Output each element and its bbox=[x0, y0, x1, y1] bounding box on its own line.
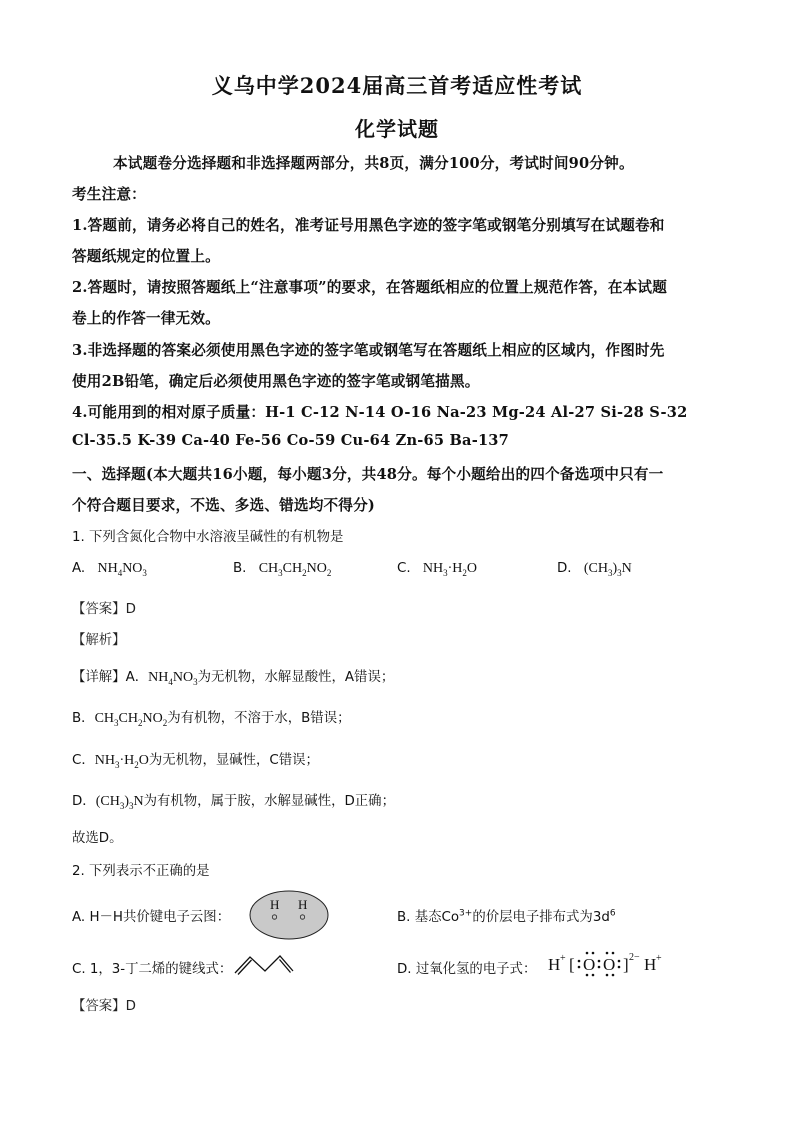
svg-text:+: + bbox=[560, 953, 566, 964]
q1-detail-c bbox=[72, 749, 722, 770]
q1-detail-a-formula: $NH_4NO_3$ bbox=[148, 670, 198, 687]
q1-option-d-label: D. bbox=[557, 561, 572, 576]
notice-item-4b: Cl-35.5 K-39 Ca-40 Fe-56 Co-59 Cu-64 Zn-65 Ba-137 bbox=[72, 432, 510, 449]
q1-detail-b-formula: $CH_3CH_2NO_2$ bbox=[94, 711, 168, 728]
q2-option-b bbox=[397, 906, 616, 925]
q2-option-b-post: 的价层电子排布式为3d bbox=[472, 910, 610, 925]
svg-text:O: O bbox=[603, 955, 616, 974]
q1-option-c-label: C. bbox=[397, 561, 411, 576]
q1-analysis-tag: 【解析】 bbox=[72, 633, 126, 648]
svg-text:]: ] bbox=[623, 955, 629, 974]
electron-cloud-diagram bbox=[249, 890, 329, 940]
q1-detail-a-prefix: A． bbox=[125, 670, 149, 685]
notice-item-1a: 1.答题前，请务必将自己的姓名，准考证号用黑色字迹的签字笔或钢笔分别填写在试题卷和 bbox=[72, 217, 665, 234]
q1-option-d-formula: $(CH_3)_3N$ bbox=[583, 561, 632, 578]
q1-detail-c-text: 为无机物，显碱性，C错误； bbox=[148, 753, 319, 768]
q1-detail-c-formula: $NH_3\cdot H_2O$ bbox=[94, 753, 149, 770]
cloud-atom-h1: H bbox=[270, 897, 280, 912]
q1-answer bbox=[72, 598, 722, 617]
section-heading-1: 一、选择题(本大题共16小题，每小题3分，共48分。每个小题给出的四个备选项中只有一 bbox=[72, 466, 664, 483]
notice-item-2a: 2.答题时，请按照答题纸上“注意事项”的要求，在答题纸相应的位置上规范作答，在本试题 bbox=[72, 279, 667, 296]
q2-stem: 2. 下列表示不正确的是 bbox=[72, 864, 210, 879]
q1-detail-b-text: 为有机物，不溶于水，B错误； bbox=[167, 711, 351, 726]
notice-item-1b: 答题纸规定的位置上。 bbox=[72, 248, 220, 265]
notice-item-3a: 3.非选择题的答案必须使用黑色字迹的签字笔或钢笔写在答题纸上相应的区域内，作图时先 bbox=[72, 342, 665, 359]
hydrogen-peroxide-electron-formula bbox=[548, 950, 682, 978]
exam-subject: 化学试题 bbox=[355, 117, 439, 141]
q1-detail-a bbox=[72, 666, 722, 687]
svg-text:O: O bbox=[583, 955, 596, 974]
q1-detail-b-prefix: B． bbox=[72, 711, 95, 726]
q2-option-b-pre: B. 基态 bbox=[397, 910, 442, 925]
q1-detail-c-prefix: C． bbox=[72, 753, 95, 768]
svg-text:2−: 2− bbox=[629, 952, 640, 963]
q1-option-b bbox=[233, 561, 331, 578]
butadiene-skeletal-formula bbox=[233, 953, 295, 975]
intro-text: 本试题卷分选择题和非选择题两部分，共8页，满分100分，考试时间90分钟。 bbox=[113, 155, 634, 172]
q1-option-c-formula: $NH_3\cdot H_2O$ bbox=[422, 561, 478, 578]
q1-stem: 1. 下列含氮化合物中水溶液呈碱性的有机物是 bbox=[72, 530, 344, 545]
notice-item-2b: 卷上的作答一律无效。 bbox=[72, 310, 220, 327]
exam-title: 义乌中学2024届高三首考适应性考试 bbox=[211, 73, 583, 98]
notice-item-4a: 4.可能用到的相对原子质量：H-1 C-12 N-14 O-16 Na-23 Mg-24 Al-27 Si-28 S-32 bbox=[72, 404, 688, 421]
q1-conclusion: 故选D。 bbox=[72, 831, 123, 846]
q1-option-a-formula: $NH_4NO_3$ bbox=[97, 561, 147, 578]
q1-detail-d-formula: $(CH_3)_3N$ bbox=[95, 794, 144, 811]
q1-answer-value: D bbox=[125, 602, 136, 617]
q1-detail-b bbox=[72, 707, 722, 728]
q2-option-b-charge: 3+ bbox=[459, 908, 473, 919]
q2-answer bbox=[72, 995, 722, 1014]
q2-option-b-ion: Co bbox=[441, 910, 460, 925]
svg-text:+: + bbox=[656, 953, 662, 964]
cloud-atom-h2: H bbox=[298, 897, 308, 912]
q1-detail-d-prefix: D． bbox=[72, 794, 96, 809]
q1-answer-tag: 【答案】 bbox=[72, 602, 126, 617]
q2-answer-value: D bbox=[125, 999, 136, 1014]
notice-item-3b: 使用2B铅笔，确定后必须使用黑色字迹的签字笔或钢笔描黑。 bbox=[72, 373, 480, 390]
q1-detail-tag: 【详解】 bbox=[72, 670, 126, 685]
svg-text:[: [ bbox=[569, 955, 575, 974]
q1-option-b-formula: $CH_3CH_2NO_2$ bbox=[258, 561, 332, 578]
q1-detail-d bbox=[72, 790, 722, 811]
q1-detail-a-text: 为无机物，水解显酸性，A错误； bbox=[197, 670, 395, 685]
q1-option-c bbox=[397, 561, 477, 578]
q2-option-d-text: D. 过氧化氢的电子式： bbox=[397, 962, 537, 977]
q2-option-c-text: C. 1，3-丁二烯的键线式： bbox=[72, 962, 233, 977]
svg-text:H: H bbox=[644, 955, 657, 974]
q1-detail-d-text: 为有机物，属于胺，水解显碱性，D正确； bbox=[143, 794, 395, 809]
section-heading-2: 个符合题目要求，不选、多选、错选均不得分) bbox=[72, 497, 375, 514]
q1-option-a bbox=[72, 561, 147, 578]
svg-text:H: H bbox=[548, 955, 561, 974]
notice-heading: 考生注意： bbox=[72, 186, 146, 203]
q1-option-d bbox=[557, 561, 632, 578]
q2-option-a-text: A. H－H共价键电子云图： bbox=[72, 910, 231, 925]
q2-answer-tag: 【答案】 bbox=[72, 999, 126, 1014]
q1-option-b-label: B. bbox=[233, 561, 247, 576]
q1-option-a-label: A. bbox=[72, 561, 86, 576]
q2-option-b-exp: 6 bbox=[609, 908, 616, 919]
